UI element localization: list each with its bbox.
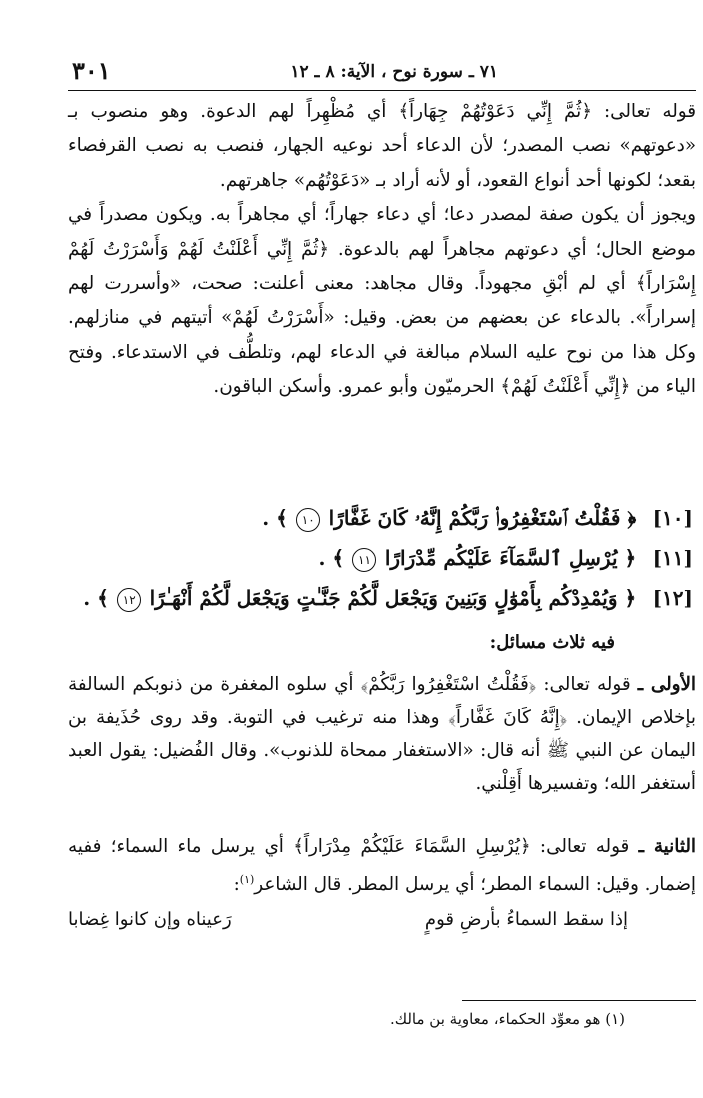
footnote-divider [462, 1000, 696, 1001]
paragraph: قوله تعالى: ﴿ثُمَّ إِنِّي دَعَوْتُهُمْ جِهَاراً﴾ أي مُظْهِراً لهم الدعوة. وهو منصوب بـ «دعوتهم» نصب المصدر؛ لأن الدعاء أحد نوعيه الجهار، فنصب به نصب القرفصاء بقعد؛ لكونها أحد أنواع القعود، أو لأنه أراد بـ «دَعَوْتُهُم» جاهرتهم. [68, 101, 696, 191]
verse-number: [١٠] [652, 506, 693, 530]
issue-text: قوله تعالى: ﴿فَقُلْتُ اسْتَغْفِرُوا رَبَّكُمْ﴾ أي سلوه المغفرة من ذنوبكم السالفة بإخلاص الإيمان. ﴿إِنَّهُ كَانَ غَفَّاراً﴾ وهذا منه ترغيب في التوبة. وقد روى حُذَيفة بن اليمان عن النبي ﷺ أنه قال: «الاستغفار ممحاة للذنوب». وقال الفُضيل: يقول العبد أستغفر الله؛ وتفسيرها أَقِلْني. [68, 674, 696, 794]
issue-label: الثانية ـ [638, 836, 696, 857]
footnote: (١) هو معوِّد الحكماء، معاوية بن مالك. [389, 1010, 625, 1028]
issue-label: الأولى ـ [637, 674, 696, 695]
ayah-end-marker: ١٢ [117, 588, 141, 612]
verse-text: ﴿ فَقُلْتُ ٱسْتَغْفِرُوا۟ رَبَّكُمْ إِنَّهُۥ كَانَ غَفَّارًا [328, 506, 637, 530]
issue-second [68, 830, 696, 901]
issue-first [68, 668, 696, 800]
verse-line [73, 538, 693, 578]
verses-block [73, 498, 693, 618]
commentary-body [68, 95, 696, 405]
page-number: ٣٠١ [72, 56, 111, 85]
verse-text: ﴿ يُرْسِلِ ٱلسَّمَآءَ عَلَيْكُم مِّدْرَارًا [384, 546, 637, 570]
verse-line [73, 578, 693, 618]
ayah-end-marker: ١١ [352, 548, 376, 572]
page-header [68, 52, 696, 91]
verse-number: [١١] [652, 546, 693, 570]
ayah-end-marker: ١٠ [296, 508, 320, 532]
verse-line [73, 498, 693, 538]
verse-close-bracket: ﴾ . [318, 546, 345, 570]
poetry-verse [68, 903, 628, 937]
verse-text: ﴿ وَيُمْدِدْكُم بِأَمْوَٰلٍ وَبَنِينَ وَيَجْعَل لَّكُمْ جَنَّـٰتٍ وَيَجْعَل لَّكُمْ أَنْهَـٰرًا [149, 586, 637, 610]
issue-text-tail: : [233, 874, 240, 896]
poem-second-hemistich: رَعيناه وإن كانوا غِضابا [68, 909, 232, 930]
verse-close-bracket: ﴾ . [262, 506, 288, 530]
footnote-reference: (١) [239, 873, 255, 886]
issue-text: قوله تعالى: ﴿يُرْسِلِ السَّمَاءَ عَلَيْكُمْ مِدْرَاراً﴾ أي يرسل ماء السماء؛ ففيه إضمار. وقيل: السماء المطر؛ أي يرسل المطر. قال الشاعر [68, 836, 696, 896]
verse-close-bracket: ﴾ . [83, 586, 109, 610]
verse-number: [١٢] [652, 586, 693, 610]
issues-heading: فيه ثلاث مسائل: [489, 632, 615, 653]
paragraph: ويجوز أن يكون صفة لمصدر دعا؛ أي دعاء جهاراً؛ أي مجاهراً به. ويكون مصدراً في موضع الحال؛ أي دعوتهم مجاهراً لهم بالدعوة. ﴿ثُمَّ إِنِّي أَعْلَنْتُ لَهُمْ وَأَسْرَرْتُ لَهُمْ إِسْرَاراً﴾ أي لم أبْقِ مجهوداً. وقال مجاهد: معنى أعلنت: صحت، «وأسررت لهم إسراراً». بالدعاء عن بعضهم من بعض. وقيل: «أَسْرَرْتُ لَهُمْ» أتيتهم في منازلهم. وكل هذا من نوح عليه السلام مبالغة في الدعاء لهم، وتلطُّف في الاستدعاء. وفتح الياء من ﴿إِنِّي أَعْلَنْتُ لَهُمْ﴾ الحرميّون وأبو عمرو. وأسكن الباقون. [68, 204, 696, 398]
poem-first-hemistich: إذا سقط السماءُ بأرضِ قومٍ [424, 909, 628, 930]
running-title: ٧١ ـ سورة نوح ، الآية: ٨ ـ ١٢ [290, 62, 498, 82]
